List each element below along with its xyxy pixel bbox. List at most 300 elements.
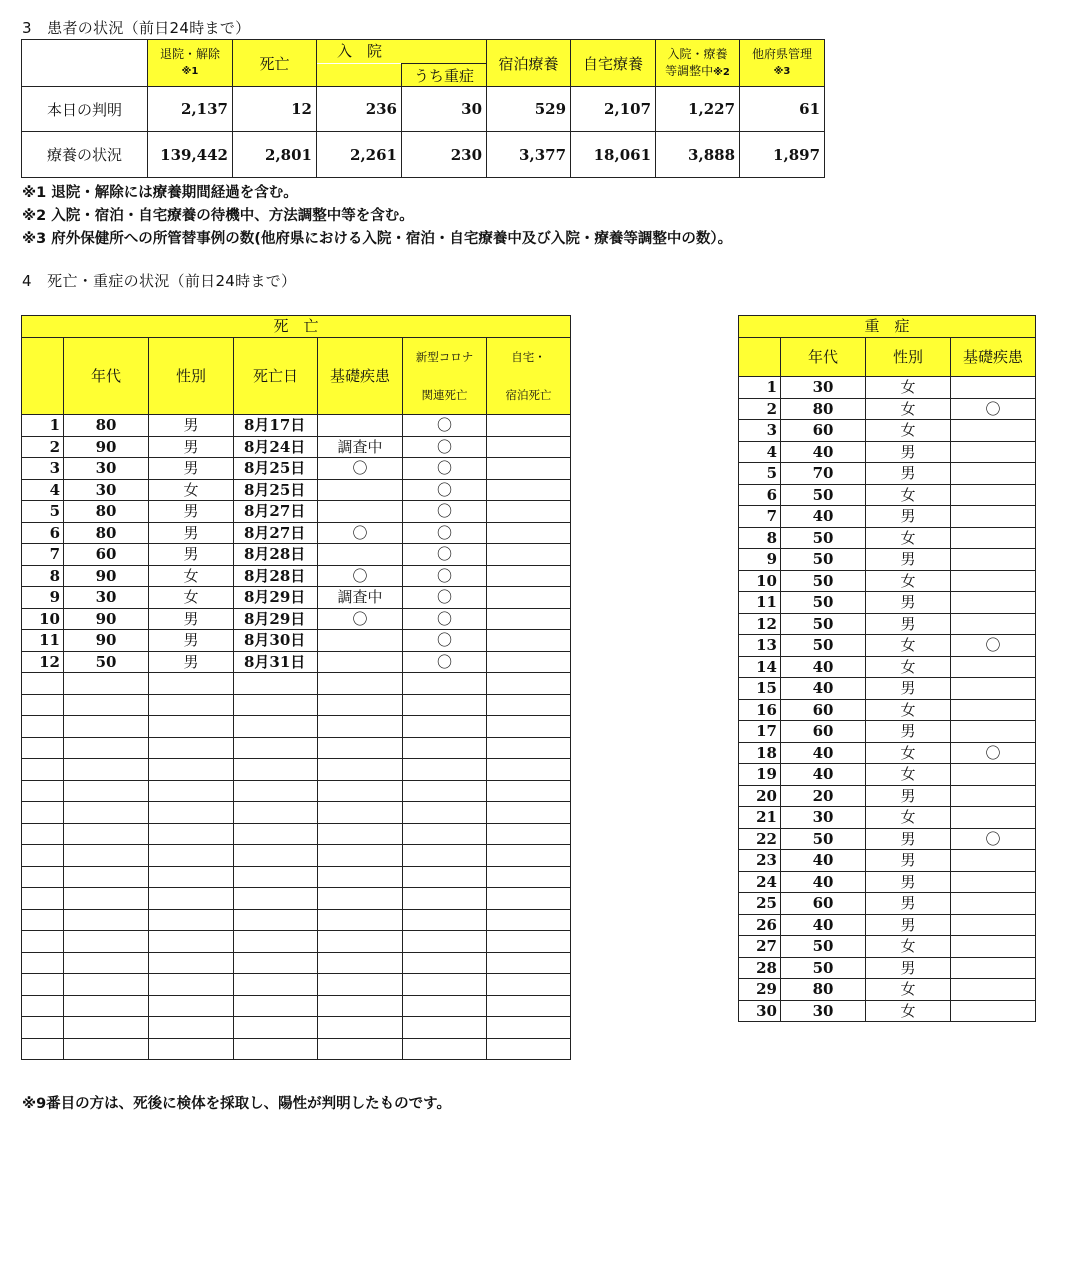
home-death-cell: [487, 587, 571, 609]
severe-header-sex: 性別: [866, 338, 951, 377]
deaths-note: ※9番目の方は、死後に検体を採取し、陽性が判明したものです。: [22, 1096, 452, 1112]
deaths-row: [22, 608, 571, 630]
covid-death-cell: 〇: [403, 436, 487, 458]
condition-cell: [951, 592, 1036, 614]
death-date-cell: [234, 931, 318, 953]
deaths-row: [22, 587, 571, 609]
deaths-row: [22, 780, 571, 802]
condition-cell: [951, 893, 1036, 915]
deaths-header-covid-line1: 新型コロナ: [415, 350, 474, 364]
cell-discharged: 139,442: [148, 132, 233, 178]
condition-cell: [951, 463, 1036, 485]
sex-cell: 男: [866, 785, 951, 807]
sex-cell: 男: [866, 828, 951, 850]
covid-death-cell: [403, 823, 487, 845]
sex-cell: 女: [866, 420, 951, 442]
section4-title: 4 死亡・重症の状況（前日24時まで）: [22, 272, 297, 290]
death-date-cell: [234, 694, 318, 716]
age-cell: [64, 780, 149, 802]
row-number: [22, 974, 64, 996]
age-cell: 80: [781, 398, 866, 420]
severe-row: [739, 549, 1036, 571]
row-number: 18: [739, 742, 781, 764]
home-death-cell: [487, 952, 571, 974]
home-death-cell: [487, 415, 571, 437]
condition-cell: 〇: [318, 522, 403, 544]
sex-cell: 男: [866, 957, 951, 979]
home-death-cell: [487, 931, 571, 953]
home-death-cell: [487, 759, 571, 781]
severe-row: [739, 484, 1036, 506]
sex-cell: 女: [866, 377, 951, 399]
covid-death-cell: 〇: [403, 630, 487, 652]
row-number: 5: [739, 463, 781, 485]
sex-cell: 男: [149, 630, 234, 652]
row-number: 12: [22, 651, 64, 673]
condition-cell: [318, 909, 403, 931]
condition-cell: [951, 527, 1036, 549]
covid-death-cell: [403, 995, 487, 1017]
sex-cell: 女: [866, 699, 951, 721]
row-number: 14: [739, 656, 781, 678]
deaths-title: 死 亡: [22, 316, 571, 338]
condition-cell: [318, 931, 403, 953]
condition-cell: [318, 694, 403, 716]
row-number: [22, 694, 64, 716]
header-adjusting-line1: 入院・療養: [667, 46, 728, 61]
row-number: 25: [739, 893, 781, 915]
deaths-row: [22, 630, 571, 652]
death-date-cell: [234, 866, 318, 888]
severe-row: [739, 613, 1036, 635]
home-death-cell: [487, 630, 571, 652]
sex-cell: [149, 673, 234, 695]
row-number: [22, 952, 64, 974]
sex-cell: [149, 845, 234, 867]
condition-cell: [951, 656, 1036, 678]
death-date-cell: [234, 888, 318, 910]
row-number: [22, 1017, 64, 1039]
severe-row: [739, 807, 1036, 829]
covid-death-cell: [403, 952, 487, 974]
sex-cell: 男: [866, 441, 951, 463]
severe-row: [739, 1000, 1036, 1022]
condition-cell: [951, 764, 1036, 786]
row-number: 2: [22, 436, 64, 458]
age-cell: 40: [781, 678, 866, 700]
covid-death-cell: [403, 888, 487, 910]
sex-cell: 男: [866, 613, 951, 635]
age-cell: 40: [781, 764, 866, 786]
row-number: 1: [22, 415, 64, 437]
deaths-row: [22, 909, 571, 931]
sex-cell: 男: [149, 501, 234, 523]
severe-row: [739, 592, 1036, 614]
age-cell: [64, 931, 149, 953]
age-cell: [64, 995, 149, 1017]
sex-cell: 女: [866, 484, 951, 506]
header-severe: うち重症: [402, 64, 487, 87]
note-1: ※1 退院・解除には療養期間経過を含む。: [22, 185, 298, 201]
covid-death-cell: [403, 909, 487, 931]
row-number: 12: [739, 613, 781, 635]
covid-death-cell: [403, 716, 487, 738]
age-cell: 40: [781, 441, 866, 463]
row-care-status: [22, 132, 825, 178]
death-date-cell: 8月17日: [234, 415, 318, 437]
deaths-row: [22, 479, 571, 501]
home-death-cell: [487, 436, 571, 458]
row-number: 5: [22, 501, 64, 523]
age-cell: 30: [781, 1000, 866, 1022]
sex-cell: 男: [866, 592, 951, 614]
age-cell: 40: [781, 742, 866, 764]
sex-cell: 男: [866, 678, 951, 700]
condition-cell: [318, 888, 403, 910]
condition-cell: [951, 914, 1036, 936]
row-number: [22, 716, 64, 738]
deaths-table: [21, 315, 571, 1060]
death-date-cell: [234, 823, 318, 845]
covid-death-cell: [403, 1038, 487, 1060]
home-death-cell: [487, 974, 571, 996]
row-number: 15: [739, 678, 781, 700]
sex-cell: [149, 1017, 234, 1039]
row-number: [22, 759, 64, 781]
home-death-cell: [487, 909, 571, 931]
severe-header-no: [739, 338, 781, 377]
cell-severe: 30: [402, 87, 487, 132]
condition-cell: [318, 501, 403, 523]
row-number: 10: [22, 608, 64, 630]
home-death-cell: [487, 458, 571, 480]
row-number: [22, 1038, 64, 1060]
covid-death-cell: 〇: [403, 544, 487, 566]
row-number: 8: [22, 565, 64, 587]
severe-row: [739, 721, 1036, 743]
severe-row: [739, 828, 1036, 850]
deaths-header-no: [22, 338, 64, 415]
row-number: [22, 823, 64, 845]
home-death-cell: [487, 522, 571, 544]
condition-cell: 〇: [951, 398, 1036, 420]
row-number: 7: [22, 544, 64, 566]
condition-cell: [318, 995, 403, 1017]
covid-death-cell: 〇: [403, 608, 487, 630]
sex-cell: 女: [866, 398, 951, 420]
covid-death-cell: [403, 845, 487, 867]
age-cell: [64, 909, 149, 931]
home-death-cell: [487, 716, 571, 738]
age-cell: 40: [781, 871, 866, 893]
sex-cell: 女: [149, 587, 234, 609]
severe-header-age: 年代: [781, 338, 866, 377]
row-number: 2: [739, 398, 781, 420]
condition-cell: 〇: [951, 742, 1036, 764]
death-date-cell: 8月31日: [234, 651, 318, 673]
covid-death-cell: [403, 759, 487, 781]
severe-row: [739, 742, 1036, 764]
patient-status-table: [21, 39, 825, 178]
deaths-row: [22, 845, 571, 867]
condition-cell: 調査中: [318, 436, 403, 458]
condition-cell: [951, 807, 1036, 829]
death-date-cell: [234, 1017, 318, 1039]
cell-death: 2,801: [233, 132, 317, 178]
death-date-cell: [234, 673, 318, 695]
condition-cell: 調査中: [318, 587, 403, 609]
row-number: 23: [739, 850, 781, 872]
cell-home: 2,107: [571, 87, 656, 132]
age-cell: 30: [781, 807, 866, 829]
sex-cell: 男: [866, 463, 951, 485]
deaths-row: [22, 716, 571, 738]
condition-cell: [951, 721, 1036, 743]
header-other-pref-label: 他府県管理: [752, 47, 813, 61]
sex-cell: [149, 866, 234, 888]
condition-cell: [951, 377, 1036, 399]
row-number: 9: [739, 549, 781, 571]
age-cell: 50: [781, 570, 866, 592]
deaths-row: [22, 888, 571, 910]
sex-cell: 女: [866, 936, 951, 958]
row-label: 療養の状況: [22, 132, 148, 178]
condition-cell: [951, 936, 1036, 958]
row-number: 13: [739, 635, 781, 657]
home-death-cell: [487, 1017, 571, 1039]
condition-cell: [951, 420, 1036, 442]
row-number: 24: [739, 871, 781, 893]
condition-cell: [318, 630, 403, 652]
condition-cell: [951, 957, 1036, 979]
severe-row: [739, 570, 1036, 592]
sex-cell: 男: [149, 458, 234, 480]
sex-cell: [149, 909, 234, 931]
severe-row: [739, 635, 1036, 657]
death-date-cell: [234, 759, 318, 781]
row-number: [22, 802, 64, 824]
deaths-header-covid-line2: 関連死亡: [421, 388, 468, 402]
age-cell: 40: [781, 656, 866, 678]
sex-cell: 女: [866, 807, 951, 829]
severe-row: [739, 764, 1036, 786]
row-number: 3: [739, 420, 781, 442]
sex-cell: [149, 952, 234, 974]
age-cell: 50: [781, 957, 866, 979]
covid-death-cell: 〇: [403, 458, 487, 480]
condition-cell: 〇: [318, 458, 403, 480]
condition-cell: [951, 785, 1036, 807]
covid-death-cell: [403, 737, 487, 759]
covid-death-cell: 〇: [403, 479, 487, 501]
cell-adjusting: 3,888: [656, 132, 740, 178]
covid-death-cell: [403, 780, 487, 802]
age-cell: 50: [781, 635, 866, 657]
deaths-header-home-line1: 自宅・: [511, 350, 546, 364]
row-number: 27: [739, 936, 781, 958]
age-cell: 30: [781, 377, 866, 399]
sex-cell: [149, 694, 234, 716]
deaths-header-home: [487, 338, 571, 415]
cell-discharged: 2,137: [148, 87, 233, 132]
severe-row: [739, 936, 1036, 958]
row-number: 6: [739, 484, 781, 506]
death-date-cell: [234, 737, 318, 759]
covid-death-cell: 〇: [403, 501, 487, 523]
age-cell: 40: [781, 506, 866, 528]
age-cell: 80: [64, 415, 149, 437]
header-other-pref: [740, 40, 825, 87]
age-cell: 90: [64, 436, 149, 458]
deaths-header-condition: 基礎疾患: [318, 338, 403, 415]
row-number: [22, 995, 64, 1017]
home-death-cell: [487, 565, 571, 587]
age-cell: 40: [781, 850, 866, 872]
severe-row: [739, 914, 1036, 936]
severe-row: [739, 377, 1036, 399]
sex-cell: 女: [866, 1000, 951, 1022]
sex-cell: 男: [149, 522, 234, 544]
condition-cell: [318, 974, 403, 996]
age-cell: [64, 974, 149, 996]
deaths-row: [22, 931, 571, 953]
deaths-row: [22, 522, 571, 544]
condition-cell: [318, 651, 403, 673]
header-death: 死亡: [233, 40, 317, 87]
age-cell: [64, 952, 149, 974]
header-adjusting-note: ※2: [713, 66, 730, 78]
age-cell: 60: [781, 721, 866, 743]
death-date-cell: [234, 995, 318, 1017]
deaths-row: [22, 415, 571, 437]
condition-cell: [318, 673, 403, 695]
home-death-cell: [487, 780, 571, 802]
deaths-header-covid: [403, 338, 487, 415]
header-discharged-label: 退院・解除: [159, 47, 220, 61]
condition-cell: [951, 484, 1036, 506]
row-number: 9: [22, 587, 64, 609]
header-discharged-note: ※1: [181, 66, 199, 77]
condition-cell: 〇: [318, 608, 403, 630]
death-date-cell: 8月27日: [234, 501, 318, 523]
row-number: [22, 673, 64, 695]
death-date-cell: [234, 780, 318, 802]
sex-cell: [149, 995, 234, 1017]
death-date-cell: 8月28日: [234, 565, 318, 587]
age-cell: [64, 1017, 149, 1039]
severe-row: [739, 871, 1036, 893]
age-cell: [64, 845, 149, 867]
condition-cell: [318, 845, 403, 867]
severe-row: [739, 893, 1036, 915]
age-cell: 20: [781, 785, 866, 807]
severe-row: [739, 699, 1036, 721]
sex-cell: 女: [149, 479, 234, 501]
cell-hotel: 529: [487, 87, 571, 132]
sex-cell: 女: [866, 764, 951, 786]
condition-cell: [318, 823, 403, 845]
row-number: 22: [739, 828, 781, 850]
row-number: [22, 845, 64, 867]
home-death-cell: [487, 694, 571, 716]
deaths-row: [22, 436, 571, 458]
home-death-cell: [487, 544, 571, 566]
age-cell: 60: [781, 420, 866, 442]
sex-cell: 女: [149, 565, 234, 587]
severe-row: [739, 678, 1036, 700]
row-number: 11: [739, 592, 781, 614]
cell-other-pref: 61: [740, 87, 825, 132]
row-number: 30: [739, 1000, 781, 1022]
severe-row: [739, 656, 1036, 678]
row-number: [22, 888, 64, 910]
section3-title: 3 患者の状況（前日24時まで）: [22, 19, 251, 37]
age-cell: [64, 673, 149, 695]
home-death-cell: [487, 1038, 571, 1060]
age-cell: 30: [64, 587, 149, 609]
header-hospitalized-spacer: [317, 64, 402, 87]
sex-cell: [149, 716, 234, 738]
severe-row: [739, 420, 1036, 442]
severe-row: [739, 957, 1036, 979]
sex-cell: [149, 802, 234, 824]
deaths-row: [22, 759, 571, 781]
row-number: 17: [739, 721, 781, 743]
condition-cell: [318, 716, 403, 738]
age-cell: 80: [64, 522, 149, 544]
sex-cell: [149, 1038, 234, 1060]
condition-cell: [318, 759, 403, 781]
cell-hospitalized: 236: [317, 87, 402, 132]
sex-cell: 男: [149, 651, 234, 673]
cell-death: 12: [233, 87, 317, 132]
age-cell: [64, 1038, 149, 1060]
sex-cell: [149, 974, 234, 996]
death-date-cell: [234, 802, 318, 824]
severe-row: [739, 979, 1036, 1001]
condition-cell: [318, 415, 403, 437]
sex-cell: [149, 931, 234, 953]
severe-title: 重 症: [739, 316, 1036, 338]
header-home: 自宅療養: [571, 40, 656, 87]
deaths-row: [22, 544, 571, 566]
age-cell: 90: [64, 630, 149, 652]
sex-cell: 男: [866, 721, 951, 743]
death-date-cell: 8月27日: [234, 522, 318, 544]
age-cell: [64, 802, 149, 824]
row-number: 6: [22, 522, 64, 544]
age-cell: 30: [64, 458, 149, 480]
condition-cell: [951, 1000, 1036, 1022]
age-cell: [64, 888, 149, 910]
header-blank: [22, 40, 148, 87]
sex-cell: 男: [866, 871, 951, 893]
severe-header-condition: 基礎疾患: [951, 338, 1036, 377]
deaths-row: [22, 952, 571, 974]
deaths-row: [22, 694, 571, 716]
condition-cell: [951, 506, 1036, 528]
deaths-header-age: 年代: [64, 338, 149, 415]
home-death-cell: [487, 737, 571, 759]
age-cell: 50: [781, 549, 866, 571]
condition-cell: [951, 850, 1036, 872]
severe-row: [739, 463, 1036, 485]
sex-cell: 男: [866, 893, 951, 915]
header-discharged: [148, 40, 233, 87]
age-cell: [64, 694, 149, 716]
sex-cell: 男: [149, 415, 234, 437]
condition-cell: [318, 780, 403, 802]
